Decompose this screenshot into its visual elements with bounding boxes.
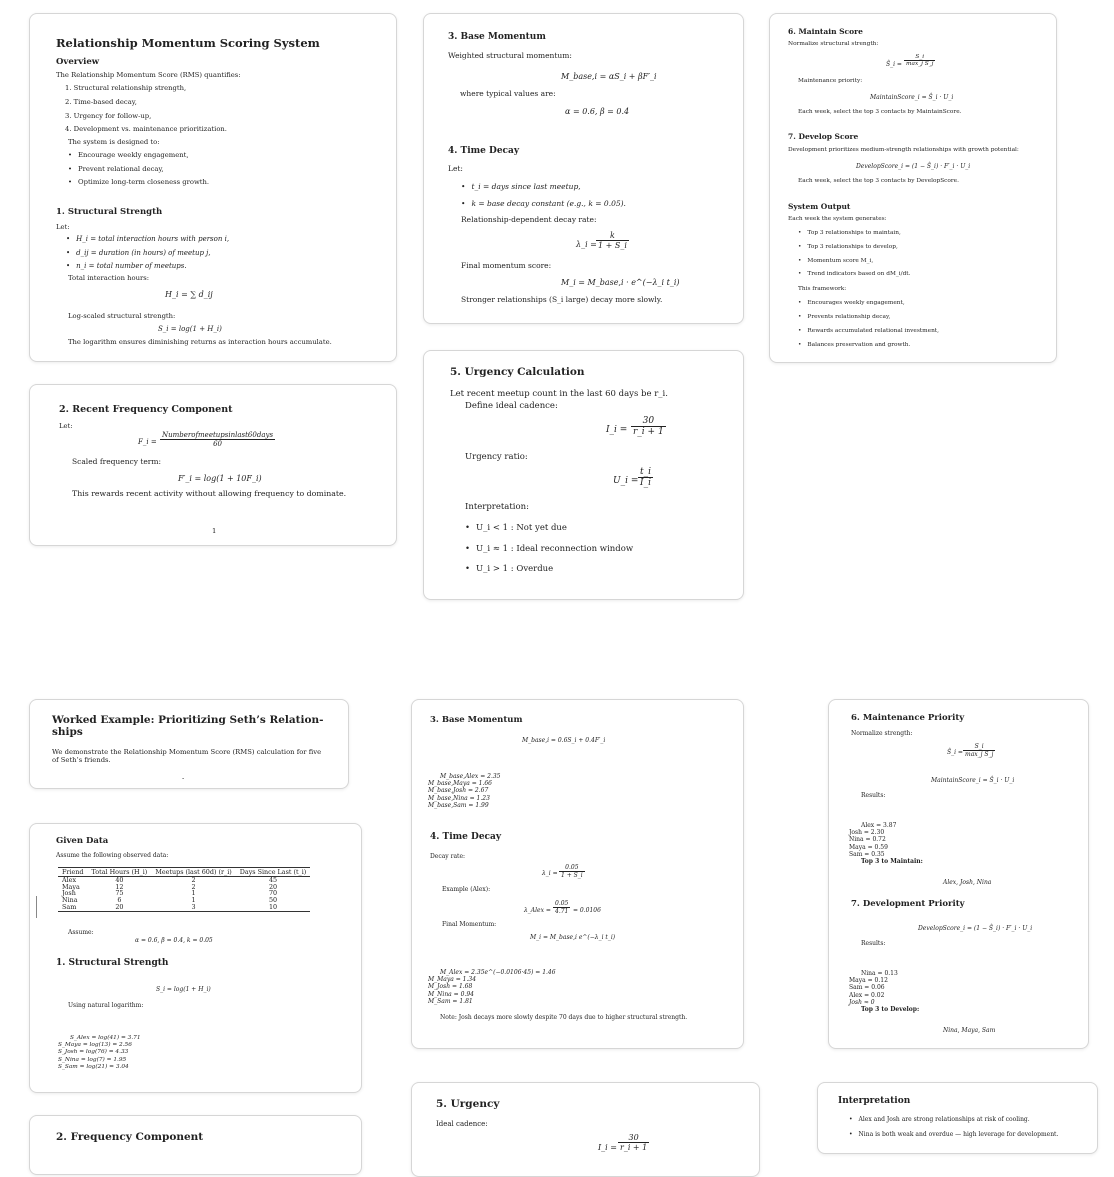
frequency-numerator: Numberofmeetupsinlast60days [162,431,274,439]
urgency-bullet: • U_i < 1 : Not yet due [465,523,567,533]
maintenance-top-names: Alex, Josh, Nina [943,879,992,886]
table-cell: 40 [115,876,124,884]
result-line: M_base,Sam = 1.99 [428,801,489,809]
overview-bullet: • Prevent relational decay, [68,165,164,173]
table-cell: Sam [58,904,88,911]
decay-bullet: • t_i = days since last meetup, [461,182,581,191]
maintain-priority-equation: MaintainScore_i = Ŝ_i · U_i [870,94,954,101]
overview-heading: Overview [56,57,100,67]
result-line: Nina = 0.13 [861,970,898,977]
urgency-ii: I_i = [606,425,628,435]
urgency-fraction [618,1133,649,1152]
decay-bullet: • k = base decay constant (e.g., k = 0.05). [461,199,626,208]
development-heading: 7. Development Priority [851,899,965,909]
decay-example-label: Example (Alex): [442,886,491,893]
urgency-bullet: • U_i > 1 : Overdue [465,564,553,574]
given-assume: Assume: [68,929,94,936]
maintain-denominator: max_j S_j [906,61,934,67]
urgency-heading: 5. Urgency [436,1098,500,1110]
result-line: M_Nina = 0.94 [428,990,474,998]
result-line: M_Sam = 1.81 [428,997,473,1005]
given-heading: Given Data [56,836,109,846]
table-header: Friend [58,868,88,877]
given-table-wrap [58,867,310,912]
table-cell: 3 [151,904,235,911]
example-title: Worked Example: Prioritizing Seth’s Relation-ships [52,714,324,739]
urgency-ii: I_i = [598,1143,617,1152]
decay-note: Note: Josh decays more slowly despite 70 days due to higher structural strength. [440,1014,688,1021]
output-bullet: • Momentum score M_i, [798,258,873,265]
decay-let: Let: [448,164,463,173]
card-maintain-develop-output [769,13,1057,363]
decay-final-label: Final momentum score: [461,261,552,270]
frequency-fraction [160,431,275,448]
structural-log-equation: S_i = log(1 + H_i) [158,325,222,333]
overview-bullet: • Optimize long-term closeness growth. [68,178,209,186]
example-dash: - [182,774,185,782]
urgency-cadence: Ideal cadence: [436,1120,488,1128]
structural-heading: 1. Structural Strength [56,958,169,968]
maintain-priority-label: Maintenance priority: [798,78,863,84]
structural-heading: 1. Structural Strength [56,207,163,217]
decay-example-denominator: 4.71 [555,908,569,915]
decay-numerator: k [596,231,629,241]
decay-lambda: λ_i = [576,240,597,249]
frequency-note: This rewards recent activity without allowing frequency to dominate. [72,489,347,498]
result-line: Nina = 0.72 [849,836,886,844]
urgency-ui-numerator: t_i [640,467,651,477]
urgency-define: Define ideal cadence: [465,401,558,411]
table-header: Meetups (last 60d) (r_i) [151,868,235,877]
decay-denominator: 1 + S_i [561,872,583,879]
output-bullet: • Rewards accumulated relational investment, [798,328,939,335]
table-cell: 2 [191,876,196,884]
table-row [58,904,310,911]
development-results [849,970,919,1013]
urgency-numerator: 30 [618,1133,649,1143]
result-line: S_Sam = log(21) = 3.04 [58,1063,129,1070]
structural-bullet: • n_i = total number of meetups. [66,262,187,270]
maintenance-heading: 6. Maintenance Priority [851,713,965,723]
structural-natural: Using natural logarithm: [68,1002,144,1009]
urgency-ratio-label: Urgency ratio: [465,452,528,462]
maintenance-numerator: S_i [963,743,995,751]
result-line: M_base,Alex = 2.35 [440,773,501,780]
given-table [58,867,310,912]
table-cell: 10 [236,904,311,911]
base-results [428,773,501,809]
structural-results [58,1035,141,1071]
card-overview-structural [29,13,397,362]
table-cell: 45 [268,876,278,884]
page-title: Relationship Momentum Scoring System [56,36,320,50]
base-values: α = 0.6, β = 0.4 [565,107,630,116]
output-bullet: • Prevents relationship decay, [798,314,890,321]
develop-note: Each week, select the top 3 contacts by DevelopScore. [798,178,959,184]
result-line: Sam = 0.06 [849,984,885,992]
output-bullet: • Top 3 relationships to maintain, [798,230,901,237]
table-cell: 2 [191,882,196,891]
decay-example-rhs: = 0.0106 [573,907,601,914]
output-bullet: • Trend indicators based on dM_i/dt. [798,271,910,278]
result-line: Josh = 2.30 [849,829,885,837]
base-equation: M_base,i = 0.6S_i + 0.4F′_i [522,737,606,744]
decay-denominator: 1 + S_i [598,241,627,250]
result-line: Josh ≈ 0 [849,998,875,1006]
decay-rate: Decay rate: [430,853,466,860]
interpretation-bullet: • Alex and Josh are strong relationships at risk of cooling. [849,1116,1030,1123]
develop-heading: 7. Develop Score [788,132,859,141]
result-line: S_Alex = log(41) = 3.71 [70,1035,141,1041]
decay-fraction [596,231,629,250]
frequency-scaled-equation: F′_i = log(1 + 10F_i) [178,474,262,483]
table-cell: Alex [62,876,77,884]
urgency-ii-numerator: 30 [631,416,666,427]
base-equation: M_base,i = αS_i + βF′_i [561,72,657,81]
overview-item: 1. Structural relationship strength, [65,84,187,92]
table-cell: 6 [117,896,122,905]
overview-bullet: • Encourage weekly engagement, [68,151,189,159]
decay-results [428,969,556,1005]
table-header: Total Hours (H_i) [88,868,152,877]
development-results-label: Results: [861,940,886,947]
structural-log-label: Log-scaled structural strength: [68,312,176,320]
structural-let: Let: [56,223,70,231]
decay-final-equation: M_i = M_base,i e^(−λ_i t_i) [530,934,616,941]
result-line: M_base,Maya = 1.66 [428,780,492,788]
card-frequency-component [29,1115,362,1175]
base-intro: Weighted structural momentum: [448,51,572,60]
table-header: Days Since Last (t_i) [236,868,311,877]
result-line: Alex = 3.87 [861,822,897,829]
card-frequency [29,384,397,546]
card-given-data [29,823,362,1093]
urgency-denominator: r_i + 1 [620,1143,648,1152]
structural-bullet: • H_i = total interaction hours with person i, [66,235,229,243]
table-cell: 20 [88,904,152,911]
frequency-let: Let: [59,422,73,430]
urgency-ii-fraction [631,416,666,437]
frequency-denominator: 60 [213,440,222,448]
decay-example-numerator: 0.05 [555,900,569,907]
result-line: S_Maya = log(13) = 2.56 [58,1042,132,1049]
maintain-numerator: S_i [904,54,935,61]
maintain-eq: Ŝ_i = [886,61,902,68]
decay-final-equation: M_i = M_base,i · e^(−λ_i t_i) [561,278,680,287]
maintenance-results-label: Results: [861,792,886,799]
output-bullet: • Balances preservation and growth. [798,342,910,349]
result-line: M_Alex = 2.35e^(−0.0106·45) = 1.46 [440,969,556,976]
maintenance-intro: Normalize strength: [851,730,913,737]
result-line: M_base,Josh = 2.67 [428,787,489,795]
interpretation-bullet: • Nina is both weak and overdue — high leverage for development. [849,1131,1058,1138]
maintain-note: Each week, select the top 3 contacts by MaintainScore. [798,109,962,115]
card-base-decay-results [411,699,744,1049]
result-line: M_Josh = 1.68 [428,983,473,991]
structural-bullet: • d_ij = duration (in hours) of meetup j, [66,249,211,257]
frequency-heading: 2. Frequency Component [56,1131,204,1143]
structural-equation: S_i = log(1 + H_i) [156,986,211,993]
development-top-label: Top 3 to Develop: [861,1005,920,1013]
development-equation: DevelopScore_i = (1 − Ŝ_i) · F′_i · U_i [918,925,1033,932]
frequency-scaled-label: Scaled frequency term: [72,457,162,466]
given-intro: Assume the following observed data: [56,852,169,859]
maintenance-eq: Ŝ_i = [947,749,963,756]
overview-item: 3. Urgency for follow-up, [65,112,152,120]
overview-item: 2. Time-based decay, [65,98,137,106]
development-top-names: Nina, Maya, Sam [943,1027,996,1034]
result-line: M_base,Nina = 1.23 [428,794,490,802]
table-cell: 75 [115,889,124,898]
overview-item: 4. Development vs. maintenance prioritization. [65,125,227,133]
base-typical: where typical values are: [460,89,556,98]
result-line: S_Nina = log(7) = 1.95 [58,1056,127,1063]
result-line: Maya = 0.59 [849,843,888,851]
decay-example-lhs: λ_Alex = [524,907,551,914]
maintain-fraction [904,54,935,67]
table-cell: 1 [191,896,196,905]
decay-heading: 4. Time Decay [430,832,502,842]
structural-sum-equation: H_i = ∑ d_ij [165,290,213,299]
card-worked-example-title [29,699,349,789]
maintain-intro: Normalize structural strength: [788,41,879,47]
maintenance-fraction [963,743,995,758]
structural-note: The logarithm ensures diminishing returns as interaction hours accumulate. [68,338,332,346]
decay-heading: 4. Time Decay [448,146,520,156]
maintenance-results [849,822,923,865]
structural-total: Total interaction hours: [68,274,150,282]
decay-rate-label: Relationship-dependent decay rate: [461,215,597,224]
base-heading: 3. Base Momentum [430,715,523,725]
margin-bar [36,896,37,918]
example-intro: We demonstrate the Relationship Momentum Score (RMS) calculation for five of Seth’s friends. [52,748,322,765]
table-cell: Nina [62,896,78,905]
decay-note: Stronger relationships (S_i large) decay more slowly. [461,295,663,304]
urgency-bullet: • U_i ≈ 1 : Ideal reconnection window [465,544,633,554]
result-line: Maya = 0.12 [849,977,888,985]
table-cell: Maya [62,882,80,891]
table-cell: 70 [268,889,278,898]
card-interpretation [817,1082,1098,1154]
table-cell: 50 [268,896,278,905]
decay-example-fraction [553,900,570,915]
urgency-interpretation: Interpretation: [465,502,529,512]
decay-fraction [559,864,585,879]
urgency-ii-denominator: r_i + 1 [633,427,664,437]
develop-intro: Development prioritizes medium-strength relationships with growth potential: [788,147,1019,153]
maintenance-score-equation: MaintainScore_i = Ŝ_i · U_i [931,777,1015,784]
maintenance-top-label: Top 3 to Maintain: [861,857,923,865]
output-framework: This framework: [798,286,847,292]
output-heading: System Output [788,202,851,211]
maintain-heading: 6. Maintain Score [788,27,863,36]
result-line: M_Maya = 1.34 [428,976,477,984]
develop-equation: DevelopScore_i = (1 − Ŝ_i) · F′_i · U_i [856,163,971,170]
overview-intro: The Relationship Momentum Score (RMS) quantifies: [56,71,241,79]
interpretation-heading: Interpretation [838,1096,911,1106]
decay-numerator: 0.05 [559,864,585,872]
decay-final-label: Final Momentum: [442,921,497,928]
urgency-intro: Let recent meetup count in the last 60 days be r_i. [450,389,668,399]
maintenance-denominator: max_j S_j [965,751,994,758]
table-cell: 1 [191,889,196,898]
frequency-fi: F_i = [138,438,157,446]
table-cell: 12 [115,882,124,891]
frequency-heading: 2. Recent Frequency Component [59,404,233,415]
card-urgency [423,350,744,600]
card-urgency-example [411,1082,760,1177]
output-intro: Each week the system generates: [788,216,887,222]
given-params: α = 0.6, β = 0.4, k = 0.05 [135,937,213,944]
urgency-ui-fraction [638,467,653,488]
result-line: Sam = 0.35 [849,850,885,858]
table-cell: 20 [268,882,278,891]
result-line: S_Josh = log(76) = 4.33 [58,1049,129,1056]
output-bullet: • Encourages weekly engagement, [798,300,905,307]
table-cell: Josh [62,889,76,898]
card-priorities [828,699,1089,1049]
overview-designed: The system is designed to: [68,138,160,146]
base-heading: 3. Base Momentum [448,32,546,42]
result-line: Alex = 0.02 [849,991,885,999]
decay-lambda: λ_i = [542,870,558,877]
card-base-decay [423,13,744,324]
urgency-heading: 5. Urgency Calculation [450,366,585,378]
page-number: 1 [212,527,217,535]
urgency-ui-denominator: I_i [640,478,651,488]
urgency-ui: U_i = [613,476,639,486]
output-bullet: • Top 3 relationships to develop, [798,244,898,251]
